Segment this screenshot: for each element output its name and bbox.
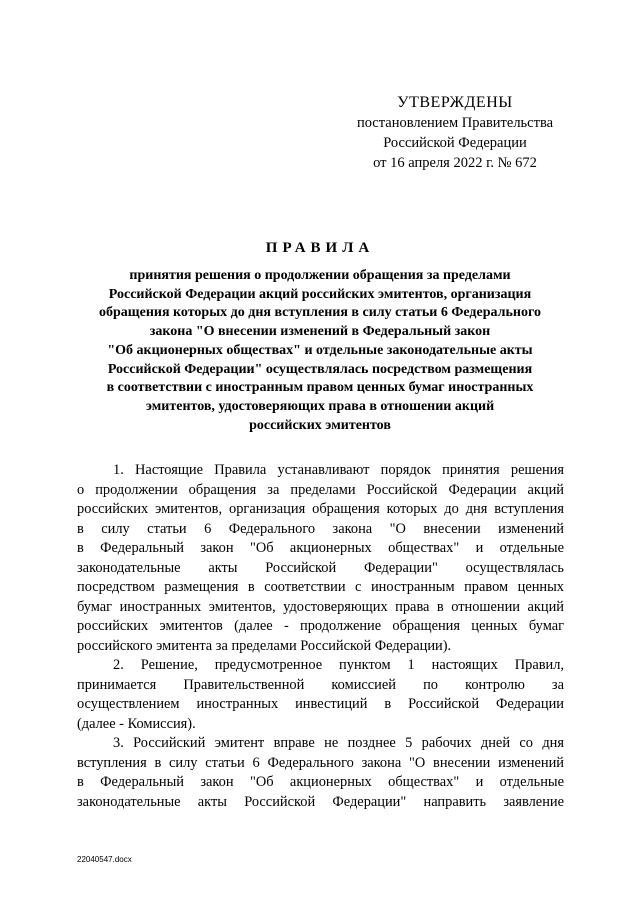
paragraph-3-line: 3. Российский эмитент вправе не позднее 5 рабочих дней со дня xyxy=(113,735,564,751)
subtitle-line: Российской Федерации" осуществлялась посредством размещения xyxy=(107,361,533,377)
subtitle-line: принятия решения о продолжении обращения за пределами xyxy=(129,268,511,283)
subtitle-line: Российской Федерации акций российских эмитентов, организация xyxy=(108,286,532,302)
paragraph-3-line: законодательные акты Российской Федерации" направить заявление xyxy=(77,793,564,810)
paragraph-2-line: (далее - Комиссия). xyxy=(77,715,196,732)
subtitle-line: эмитентов, удостоверяющих права в отношении акций xyxy=(145,398,495,414)
paragraph-1-line: 1. Настоящие Правила устанавливают порядок принятия решения xyxy=(113,462,564,478)
approval-line-1: постановлением Правительства xyxy=(356,115,554,131)
paragraph-1-line: в Федеральный закон "Об акционерных обществах" и отдельные xyxy=(77,540,564,556)
document-subtitle xyxy=(80,267,560,435)
subtitle-line: российских эмитентов xyxy=(249,417,391,433)
subtitle-line: обращения которых до дня вступления в силу статьи 6 Федерального xyxy=(99,305,541,321)
paragraph-3-line: в Федеральный закон "Об акционерных обществах" и отдельные xyxy=(77,774,564,790)
paragraph-1-line: российских эмитентов (далее - продолжение обращения ценных бумаг xyxy=(77,618,564,634)
paragraph-1-line: российских эмитентов, организация обращения которых до дня вступления xyxy=(77,501,564,517)
document-body xyxy=(77,461,564,812)
approval-heading: УТВЕРЖДЕНЫ xyxy=(397,94,513,111)
paragraph-2-line: осуществлением иностранных инвестиций в Российской Федерации xyxy=(77,696,564,712)
paragraph-1-line: в силу статьи 6 Федерального закона "О внесении изменений xyxy=(77,520,564,537)
paragraph-1-line: о продолжении обращения за пределами Российской Федерации акций xyxy=(77,481,564,498)
approval-stamp xyxy=(345,93,565,173)
paragraph-1-line: законодательные акты Российской Федерации" осуществлялась xyxy=(77,559,564,576)
document-title: ПРАВИЛА xyxy=(265,240,375,256)
paragraph-2-line: принимается Правительственной комиссией по контролю за xyxy=(77,676,564,693)
footer-file-name: 22040547.docx xyxy=(77,855,132,864)
paragraph-1-line: бумаг иностранных эмитентов, удостоверяющих права в отношении акций xyxy=(77,598,564,615)
paragraph-1-line: посредством размещения в соответствии с иностранным правом ценных xyxy=(77,579,564,595)
subtitle-line: в соответствии с иностранным правом ценных бумаг иностранных xyxy=(106,380,534,396)
subtitle-line: закона "О внесении изменений в Федеральный закон xyxy=(149,324,491,340)
approval-line-3: от 16 апреля 2022 г. № 672 xyxy=(373,155,537,171)
approval-line-2: Российской Федерации xyxy=(383,135,527,151)
subtitle-line: "Об акционерных обществах" и отдельные законодательные акты xyxy=(107,342,533,358)
paragraph-2-line: 2. Решение, предусмотренное пунктом 1 настоящих Правил, xyxy=(113,657,564,673)
paragraph-3-line: вступления в силу статьи 6 Федерального закона "О внесении изменений xyxy=(77,754,564,771)
paragraph-1-line: российского эмитента за пределами Российской Федерации). xyxy=(77,637,452,654)
